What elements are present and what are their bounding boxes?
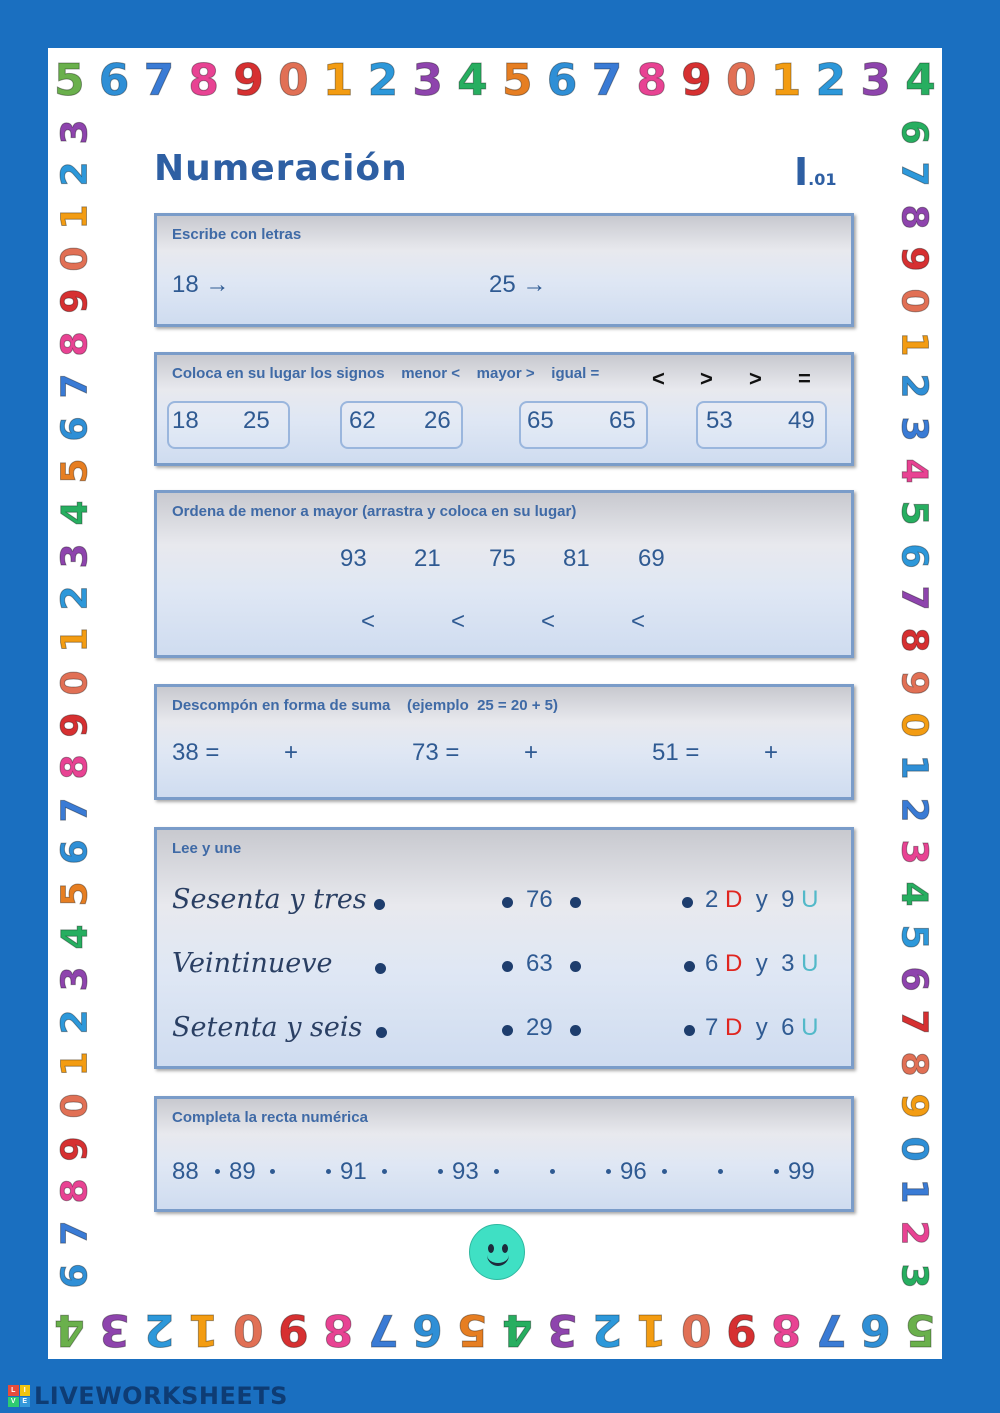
border-digit: 5: [501, 55, 533, 106]
tens-units: [705, 1014, 818, 1042]
decompose-lhs: 51 =: [652, 739, 700, 766]
line-number: 99: [788, 1158, 815, 1185]
logo-letter: L: [8, 1385, 19, 1396]
section-compare-signs: [154, 352, 854, 466]
border-digit: 3: [894, 415, 935, 442]
word-number: Sesenta y tres: [172, 884, 367, 915]
border-digit: 5: [905, 1304, 936, 1355]
line-number: 91: [340, 1158, 367, 1185]
section-number-line: [154, 1096, 854, 1212]
draggable-number[interactable]: 75: [489, 545, 516, 572]
sign-greater[interactable]: >: [700, 366, 713, 391]
draggable-number[interactable]: 21: [414, 545, 441, 572]
border-digit: 1: [55, 204, 96, 230]
sign-equal[interactable]: =: [798, 366, 811, 391]
border-digit: 2: [815, 55, 847, 106]
less-than-symbol: <: [541, 608, 556, 635]
compare-left: 18: [172, 407, 199, 434]
border-digit: 5: [54, 55, 85, 106]
line-number: 89: [229, 1158, 256, 1185]
decompose-plus[interactable]: +: [284, 739, 299, 766]
match-dot[interactable]: [375, 963, 386, 974]
border-digit: 9: [681, 55, 712, 106]
border-digit: 7: [894, 1009, 935, 1035]
number-border-top: [48, 50, 942, 112]
border-digit: 8: [894, 1051, 935, 1077]
tens-value: 2: [705, 886, 719, 913]
match-dot[interactable]: [502, 897, 513, 908]
and-word: y: [755, 1014, 768, 1041]
write-item-25[interactable]: 25 →: [489, 271, 547, 298]
border-digit: 9: [894, 670, 935, 696]
match-dot[interactable]: [570, 961, 581, 972]
border-digit: 3: [55, 966, 96, 992]
compare-left: 62: [349, 407, 376, 434]
border-digit: 2: [894, 373, 935, 399]
section-order: [154, 490, 854, 658]
smiley-eye: [502, 1244, 508, 1253]
border-digit: 5: [55, 458, 96, 484]
border-digit: 9: [233, 55, 264, 106]
less-than-symbol: <: [631, 608, 646, 635]
decompose-plus[interactable]: +: [764, 739, 779, 766]
border-digit: 4: [894, 458, 935, 484]
border-digit: 4: [55, 924, 96, 950]
liveworksheets-logo: [8, 1385, 30, 1407]
border-digit: 2: [55, 161, 96, 187]
border-digit: 4: [905, 55, 936, 106]
units-value: 6: [781, 1014, 795, 1041]
border-digit: 6: [55, 415, 96, 442]
match-dot[interactable]: [684, 961, 695, 972]
draggable-number[interactable]: 81: [563, 545, 590, 572]
border-digit: 8: [636, 55, 667, 106]
border-digit: 1: [894, 1178, 935, 1204]
border-digit: 6: [546, 55, 578, 106]
border-digit: 2: [143, 1304, 175, 1355]
border-digit: 8: [55, 754, 96, 780]
section-label: Descompón en forma de suma (ejemplo 25 = 20 + 5): [172, 697, 558, 714]
border-digit: 0: [233, 1304, 264, 1355]
and-word: y: [755, 886, 768, 913]
tens-letter: D: [725, 886, 743, 913]
border-digit: 6: [55, 839, 96, 865]
compare-right: 49: [788, 407, 815, 434]
border-digit: 6: [894, 543, 935, 569]
match-dot[interactable]: [374, 899, 385, 910]
smiley-finish-button[interactable]: [469, 1224, 525, 1280]
match-dot[interactable]: [502, 961, 513, 972]
and-word: y: [755, 950, 768, 977]
tens-units: [705, 950, 818, 978]
match-number: 63: [526, 950, 553, 977]
border-digit: 9: [894, 246, 935, 272]
less-than-symbol: <: [361, 608, 376, 635]
code-big: I: [794, 150, 809, 194]
border-digit: 0: [681, 1304, 712, 1355]
border-digit: 4: [501, 1304, 533, 1355]
sign-greater[interactable]: >: [749, 366, 762, 391]
line-dot: [662, 1169, 667, 1174]
match-dot[interactable]: [376, 1027, 387, 1038]
write-item-18[interactable]: 18 →: [172, 271, 230, 298]
border-digit: 3: [894, 839, 935, 865]
border-digit: 1: [894, 331, 935, 357]
border-digit: 4: [55, 500, 96, 526]
border-digit: 1: [770, 55, 802, 106]
number-border-bottom: [48, 1298, 942, 1359]
border-digit: 2: [894, 1220, 935, 1246]
border-digit: 0: [55, 670, 96, 696]
line-dot: [382, 1169, 387, 1174]
border-digit: 7: [894, 585, 935, 611]
border-digit: 6: [98, 55, 130, 106]
units-value: 9: [781, 886, 795, 913]
border-digit: 3: [546, 1304, 578, 1355]
border-digit: 5: [894, 924, 935, 950]
border-digit: 7: [55, 797, 96, 823]
border-digit: 8: [770, 1304, 802, 1355]
border-digit: 8: [894, 627, 935, 653]
border-digit: 0: [55, 1093, 96, 1119]
tens-letter: D: [725, 1014, 743, 1041]
border-digit: 4: [894, 881, 935, 907]
line-dot[interactable]: [326, 1169, 331, 1174]
border-digit: 3: [860, 55, 891, 106]
border-digit: 6: [412, 1304, 443, 1355]
word-number: Setenta y seis: [172, 1012, 363, 1043]
border-digit: 8: [55, 1178, 96, 1204]
liveworksheets-footer: [8, 1382, 288, 1410]
border-digit: 9: [894, 1093, 935, 1119]
line-number: 88: [172, 1158, 199, 1185]
border-digit: 6: [55, 1263, 96, 1289]
tens-units: [705, 886, 818, 914]
page-title: Numeración: [154, 148, 408, 189]
worksheet-code: [794, 150, 836, 194]
border-digit: 3: [55, 119, 96, 145]
line-dot[interactable]: [438, 1169, 443, 1174]
border-digit: 7: [367, 1304, 399, 1355]
border-digit: 3: [98, 1304, 130, 1355]
compare-right: 65: [609, 407, 636, 434]
line-dot[interactable]: [550, 1169, 555, 1174]
border-digit: 2: [367, 55, 399, 106]
border-digit: 8: [894, 204, 935, 230]
border-digit: 0: [894, 288, 935, 314]
sign-less[interactable]: <: [652, 366, 665, 391]
match-number: 29: [526, 1014, 553, 1041]
border-digit: 7: [143, 55, 175, 106]
tens-value: 7: [705, 1014, 719, 1041]
section-label: Ordena de menor a mayor (arrastra y coloca en su lugar): [172, 503, 577, 520]
border-digit: 2: [55, 585, 96, 611]
border-digit: 7: [591, 55, 623, 106]
border-digit: 2: [55, 1009, 96, 1035]
compare-right: 25: [243, 407, 270, 434]
worksheet-sheet: [48, 48, 942, 1359]
match-dot[interactable]: [682, 897, 693, 908]
section-label: Escribe con letras: [172, 226, 302, 243]
border-digit: 3: [412, 55, 443, 106]
line-dot: [270, 1169, 275, 1174]
border-digit: 8: [55, 331, 96, 357]
border-digit: 7: [55, 1220, 96, 1246]
border-digit: 9: [55, 712, 96, 738]
match-dot[interactable]: [684, 1025, 695, 1036]
border-digit: 1: [188, 1304, 220, 1355]
border-digit: 7: [55, 373, 96, 399]
line-dot[interactable]: [718, 1169, 723, 1174]
border-digit: 0: [55, 246, 96, 272]
border-digit: 5: [894, 500, 935, 526]
border-digit: 7: [894, 161, 935, 187]
border-digit: 6: [860, 1304, 891, 1355]
section-label: Coloca en su lugar los signos menor < mayor > igual =: [172, 365, 600, 382]
compare-left: 53: [706, 407, 733, 434]
match-dot[interactable]: [570, 897, 581, 908]
number-border-left: [48, 110, 104, 1298]
compare-right: 26: [424, 407, 451, 434]
logo-letter: V: [8, 1397, 19, 1408]
match-dot[interactable]: [502, 1025, 513, 1036]
border-digit: 9: [55, 1136, 96, 1162]
line-number: 96: [620, 1158, 647, 1185]
units-value: 3: [781, 950, 795, 977]
smiley-eye: [488, 1244, 494, 1253]
draggable-number[interactable]: 69: [638, 545, 665, 572]
decompose-lhs: 38 =: [172, 739, 220, 766]
border-digit: 2: [591, 1304, 623, 1355]
word-number: Veintinueve: [172, 948, 333, 979]
section-read-match: [154, 827, 854, 1069]
units-letter: U: [801, 950, 819, 977]
match-dot[interactable]: [570, 1025, 581, 1036]
border-digit: 0: [894, 712, 935, 738]
less-than-symbol: <: [451, 608, 466, 635]
line-dot[interactable]: [606, 1169, 611, 1174]
number-border-right: [886, 110, 942, 1298]
border-digit: 1: [55, 627, 96, 653]
line-dot[interactable]: [774, 1169, 779, 1174]
border-digit: 3: [894, 1263, 935, 1289]
border-digit: 0: [894, 1136, 935, 1162]
section-write-letters: [154, 213, 854, 327]
decompose-lhs: 73 =: [412, 739, 460, 766]
border-digit: 9: [55, 288, 96, 314]
border-digit: 1: [894, 754, 935, 780]
tens-letter: D: [725, 950, 743, 977]
section-label: Completa la recta numérica: [172, 1109, 368, 1126]
compare-left: 65: [527, 407, 554, 434]
border-digit: 3: [55, 543, 96, 569]
units-letter: U: [801, 886, 819, 913]
line-number: 93: [452, 1158, 479, 1185]
border-digit: 4: [54, 1304, 85, 1355]
section-label: Lee y une: [172, 840, 242, 857]
brand-name: LIVEWORKSHEETS: [34, 1382, 288, 1410]
border-digit: 1: [55, 1051, 96, 1077]
border-digit: 2: [894, 797, 935, 823]
line-dot: [215, 1169, 220, 1174]
line-dot: [494, 1169, 499, 1174]
border-digit: 9: [725, 1304, 757, 1355]
logo-letter: I: [20, 1385, 31, 1396]
border-digit: 1: [636, 1304, 667, 1355]
tens-value: 6: [705, 950, 719, 977]
decompose-plus[interactable]: +: [524, 739, 539, 766]
border-digit: 8: [322, 1304, 354, 1355]
border-digit: 9: [277, 1304, 309, 1355]
units-letter: U: [801, 1014, 819, 1041]
border-digit: 7: [815, 1304, 847, 1355]
border-digit: 6: [894, 119, 935, 145]
match-number: 76: [526, 886, 553, 913]
border-digit: 4: [457, 55, 488, 106]
border-digit: 5: [457, 1304, 488, 1355]
code-small: .01: [808, 170, 837, 189]
border-digit: 0: [277, 55, 309, 106]
section-decompose: [154, 684, 854, 800]
border-digit: 8: [188, 55, 220, 106]
draggable-number[interactable]: 93: [340, 545, 367, 572]
border-digit: 6: [894, 966, 935, 992]
smiley-mouth: [487, 1255, 509, 1266]
border-digit: 5: [55, 881, 96, 907]
logo-letter: E: [20, 1397, 31, 1408]
border-digit: 0: [725, 55, 757, 106]
border-digit: 1: [322, 55, 354, 106]
